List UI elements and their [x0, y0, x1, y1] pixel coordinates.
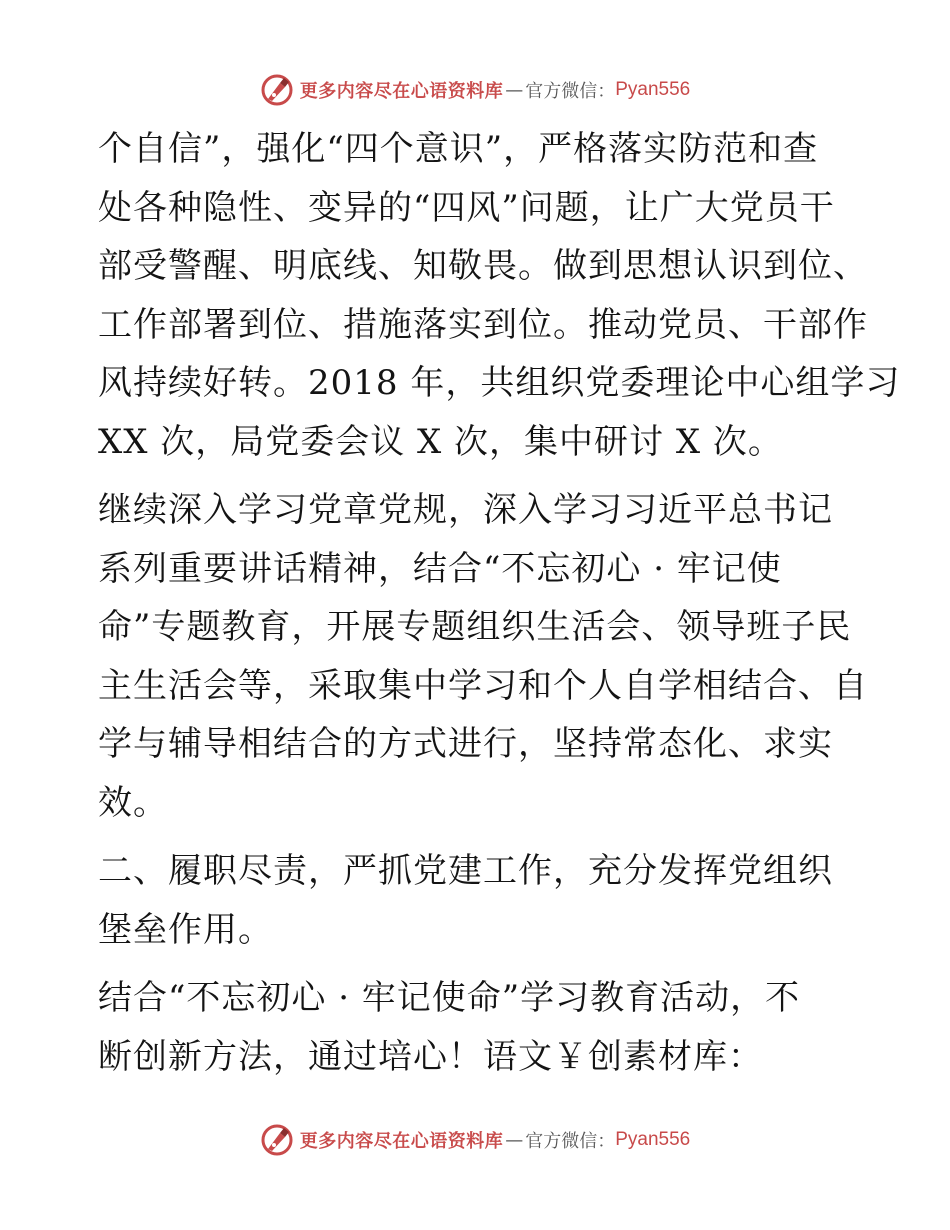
banner-wechat-label: 官方微信：: [525, 81, 616, 102]
banner-title: 更多内容尽在心语资料库: [299, 1131, 504, 1152]
text-line: 效。: [98, 782, 168, 823]
banner-separator: —: [505, 1129, 524, 1151]
text-line: 个自信”，强化“四个意识”，严格落实防范和查: [98, 129, 819, 169]
text-line: XX 次，局党委会议 X 次，集中研讨 X 次。: [98, 421, 783, 462]
paragraph-3: [98, 969, 858, 1086]
document-body: [98, 120, 901, 1096]
text-line: 堡垒作用。: [98, 909, 273, 950]
text-line: 处各种隐性、变异的“四风”问题，让广大党员干: [98, 187, 835, 228]
section-heading: [98, 842, 858, 959]
banner-wechat-id: Pyan556: [615, 79, 691, 100]
banner-separator: —: [505, 79, 524, 101]
text-line: 系列重要讲话精神，结合“不忘初心 · 牢记使: [98, 548, 782, 589]
banner-wechat-label: 官方微信：: [525, 1131, 616, 1152]
banner-wechat-id: Pyan556: [615, 1129, 691, 1150]
text-line: 部受警醒、明底线、知敬畏。做到思想认识到位、: [98, 246, 868, 286]
header-banner: [0, 70, 950, 110]
text-line: 断创新方法，通过培心！语文￥创素材库：: [98, 1036, 763, 1077]
text-line: 学与辅导相结合的方式进行，坚持常态化、求实: [98, 724, 833, 764]
paragraph-2: [98, 481, 868, 832]
text-line: 风持续好转。2018 年，共组织党委理论中心组学习: [98, 363, 901, 403]
text-line: 工作部署到位、措施落实到位。推动党员、干部作: [98, 304, 868, 345]
text-line: 继续深入学习党章党规，深入学习习近平总书记: [98, 490, 833, 530]
text-line: 二、履职尽责，严抓党建工作，充分发挥党组织: [98, 851, 833, 891]
text-line: 主生活会等，采取集中学习和个人自学相结合、自: [98, 665, 868, 706]
pen-nib-logo-icon: [260, 73, 294, 107]
text-line: 命”专题教育，开展专题组织生活会、领导班子民: [98, 607, 852, 647]
pen-nib-logo-icon: [260, 1123, 294, 1157]
banner-title: 更多内容尽在心语资料库: [299, 81, 504, 102]
text-line: 结合“不忘初心 · 牢记使命”学习教育活动，不: [98, 978, 801, 1018]
footer-banner: [0, 1120, 950, 1160]
paragraph-1: [98, 120, 901, 471]
